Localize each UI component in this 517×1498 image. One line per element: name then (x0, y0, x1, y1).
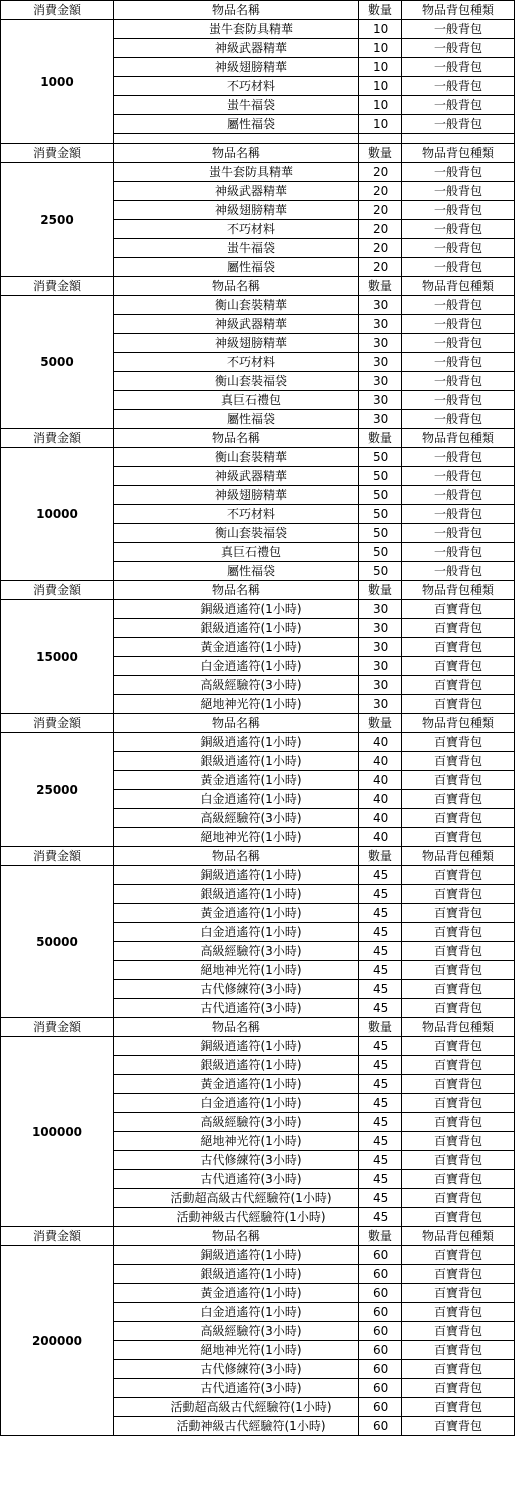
item-qty: 60 (359, 1246, 402, 1265)
header-qty: 數量 (359, 847, 402, 866)
item-name: 黃金逍遙符(1小時) (114, 638, 359, 657)
header-qty: 數量 (359, 1227, 402, 1246)
item-name: 神級武器精華 (114, 467, 359, 486)
item-qty: 30 (359, 676, 402, 695)
item-bag: 百寶背包 (402, 638, 515, 657)
item-name: 蚩牛套防具精華 (114, 20, 359, 39)
item-name: 不巧材料 (114, 353, 359, 372)
item-qty: 40 (359, 771, 402, 790)
item-bag: 百寶背包 (402, 828, 515, 847)
item-qty: 60 (359, 1284, 402, 1303)
item-bag: 百寶背包 (402, 1303, 515, 1322)
item-name: 衡山套裝精華 (114, 448, 359, 467)
header-bag: 物品背包種類 (402, 429, 515, 448)
item-name: 屬性福袋 (114, 562, 359, 581)
item-name: 銅級逍遙符(1小時) (114, 733, 359, 752)
item-name: 真巨石禮包 (114, 543, 359, 562)
item-bag: 一般背包 (402, 296, 515, 315)
item-name: 古代修練符(3小時) (114, 1360, 359, 1379)
item-qty: 45 (359, 961, 402, 980)
empty-cell (402, 134, 515, 144)
item-name: 神級翅膀精華 (114, 486, 359, 505)
item-qty: 40 (359, 752, 402, 771)
header-bag: 物品背包種類 (402, 847, 515, 866)
item-name: 黃金逍遙符(1小時) (114, 904, 359, 923)
item-name: 神級翅膀精華 (114, 58, 359, 77)
item-bag: 一般背包 (402, 115, 515, 134)
item-bag: 一般背包 (402, 96, 515, 115)
item-qty: 60 (359, 1341, 402, 1360)
reward-table-body (1, 1, 515, 1436)
item-qty: 30 (359, 619, 402, 638)
item-bag: 百寶背包 (402, 790, 515, 809)
table-header-row (1, 714, 515, 733)
item-qty: 50 (359, 467, 402, 486)
item-bag: 百寶背包 (402, 676, 515, 695)
item-bag: 百寶背包 (402, 1151, 515, 1170)
item-qty: 30 (359, 600, 402, 619)
item-name: 高級經驗符(3小時) (114, 1113, 359, 1132)
item-bag: 一般背包 (402, 467, 515, 486)
item-name: 黃金逍遙符(1小時) (114, 1075, 359, 1094)
spend-amount: 200000 (1, 1246, 114, 1436)
item-qty: 60 (359, 1379, 402, 1398)
item-bag: 百寶背包 (402, 1208, 515, 1227)
item-name: 銅級逍遙符(1小時) (114, 866, 359, 885)
item-name: 白金逍遙符(1小時) (114, 657, 359, 676)
item-name: 不巧材料 (114, 77, 359, 96)
item-name: 黃金逍遙符(1小時) (114, 1284, 359, 1303)
item-qty: 30 (359, 296, 402, 315)
item-name: 高級經驗符(3小時) (114, 676, 359, 695)
item-bag: 一般背包 (402, 239, 515, 258)
item-bag: 一般背包 (402, 353, 515, 372)
item-name: 屬性福袋 (114, 410, 359, 429)
header-amount: 消費金額 (1, 429, 114, 448)
item-bag: 百寶背包 (402, 885, 515, 904)
item-name: 古代修練符(3小時) (114, 980, 359, 999)
item-qty: 45 (359, 1037, 402, 1056)
item-qty: 30 (359, 391, 402, 410)
item-name: 古代逍遙符(3小時) (114, 1170, 359, 1189)
item-name: 不巧材料 (114, 220, 359, 239)
item-name: 銅級逍遙符(1小時) (114, 600, 359, 619)
table-header-row (1, 144, 515, 163)
item-qty: 20 (359, 163, 402, 182)
item-bag: 百寶背包 (402, 866, 515, 885)
item-name: 蚩牛福袋 (114, 239, 359, 258)
item-qty: 60 (359, 1303, 402, 1322)
item-bag: 百寶背包 (402, 1360, 515, 1379)
item-qty: 10 (359, 39, 402, 58)
header-name: 物品名稱 (114, 144, 359, 163)
item-qty: 30 (359, 657, 402, 676)
item-name: 古代逍遙符(3小時) (114, 999, 359, 1018)
item-bag: 一般背包 (402, 410, 515, 429)
item-qty: 10 (359, 96, 402, 115)
table-row (1, 600, 515, 619)
item-qty: 30 (359, 638, 402, 657)
item-bag: 一般背包 (402, 201, 515, 220)
item-bag: 百寶背包 (402, 1398, 515, 1417)
item-name: 銀級逍遙符(1小時) (114, 1056, 359, 1075)
item-qty: 20 (359, 239, 402, 258)
item-qty: 45 (359, 1189, 402, 1208)
item-bag: 百寶背包 (402, 733, 515, 752)
header-name: 物品名稱 (114, 1, 359, 20)
table-header-row (1, 1, 515, 20)
item-name: 神級翅膀精華 (114, 201, 359, 220)
item-qty: 45 (359, 1132, 402, 1151)
item-bag: 百寶背包 (402, 942, 515, 961)
item-bag: 一般背包 (402, 58, 515, 77)
header-qty: 數量 (359, 144, 402, 163)
item-bag: 百寶背包 (402, 1113, 515, 1132)
header-bag: 物品背包種類 (402, 1, 515, 20)
item-bag: 百寶背包 (402, 904, 515, 923)
item-qty: 50 (359, 524, 402, 543)
table-header-row (1, 1018, 515, 1037)
item-bag: 一般背包 (402, 543, 515, 562)
item-qty: 50 (359, 505, 402, 524)
item-bag: 百寶背包 (402, 1379, 515, 1398)
item-qty: 40 (359, 809, 402, 828)
item-bag: 百寶背包 (402, 1189, 515, 1208)
item-qty: 45 (359, 1208, 402, 1227)
table-row (1, 866, 515, 885)
item-bag: 百寶背包 (402, 1094, 515, 1113)
item-bag: 百寶背包 (402, 999, 515, 1018)
item-bag: 百寶背包 (402, 771, 515, 790)
header-bag: 物品背包種類 (402, 277, 515, 296)
item-qty: 45 (359, 1094, 402, 1113)
item-bag: 一般背包 (402, 448, 515, 467)
item-name: 白金逍遙符(1小時) (114, 1303, 359, 1322)
item-qty: 45 (359, 885, 402, 904)
item-qty: 30 (359, 695, 402, 714)
item-name: 神級翅膀精華 (114, 334, 359, 353)
item-qty: 45 (359, 1056, 402, 1075)
item-qty: 45 (359, 1075, 402, 1094)
item-qty: 50 (359, 448, 402, 467)
item-bag: 一般背包 (402, 220, 515, 239)
item-bag: 一般背包 (402, 334, 515, 353)
item-name: 活動神級古代經驗符(1小時) (114, 1417, 359, 1436)
item-bag: 百寶背包 (402, 1265, 515, 1284)
item-name: 衡山套裝精華 (114, 296, 359, 315)
item-bag: 一般背包 (402, 562, 515, 581)
item-name: 黃金逍遙符(1小時) (114, 771, 359, 790)
item-qty: 30 (359, 353, 402, 372)
item-qty: 45 (359, 1151, 402, 1170)
table-header-row (1, 1227, 515, 1246)
item-name: 古代逍遙符(3小時) (114, 1379, 359, 1398)
item-bag: 一般背包 (402, 77, 515, 96)
table-row (1, 163, 515, 182)
item-qty: 60 (359, 1398, 402, 1417)
item-qty: 50 (359, 543, 402, 562)
item-qty: 30 (359, 334, 402, 353)
table-header-row (1, 581, 515, 600)
item-bag: 百寶背包 (402, 695, 515, 714)
item-qty: 30 (359, 410, 402, 429)
item-qty: 60 (359, 1417, 402, 1436)
item-bag: 百寶背包 (402, 619, 515, 638)
item-name: 屬性福袋 (114, 115, 359, 134)
item-qty: 50 (359, 486, 402, 505)
item-qty: 20 (359, 182, 402, 201)
header-amount: 消費金額 (1, 144, 114, 163)
item-qty: 45 (359, 942, 402, 961)
empty-cell (359, 134, 402, 144)
item-qty: 10 (359, 20, 402, 39)
header-amount: 消費金額 (1, 1, 114, 20)
item-bag: 百寶背包 (402, 657, 515, 676)
item-qty: 30 (359, 372, 402, 391)
item-name: 蚩牛套防具精華 (114, 163, 359, 182)
item-bag: 百寶背包 (402, 961, 515, 980)
item-bag: 百寶背包 (402, 1075, 515, 1094)
item-name: 不巧材料 (114, 505, 359, 524)
header-name: 物品名稱 (114, 277, 359, 296)
item-bag: 百寶背包 (402, 923, 515, 942)
spend-amount: 50000 (1, 866, 114, 1018)
item-qty: 20 (359, 258, 402, 277)
header-bag: 物品背包種類 (402, 1018, 515, 1037)
item-name: 白金逍遙符(1小時) (114, 923, 359, 942)
item-name: 神級武器精華 (114, 315, 359, 334)
item-bag: 一般背包 (402, 524, 515, 543)
item-name: 絕地神光符(1小時) (114, 1132, 359, 1151)
header-qty: 數量 (359, 581, 402, 600)
item-bag: 一般背包 (402, 391, 515, 410)
header-amount: 消費金額 (1, 581, 114, 600)
header-bag: 物品背包種類 (402, 581, 515, 600)
header-name: 物品名稱 (114, 581, 359, 600)
table-row (1, 448, 515, 467)
table-header-row (1, 429, 515, 448)
header-name: 物品名稱 (114, 429, 359, 448)
table-row (1, 296, 515, 315)
item-name: 銀級逍遙符(1小時) (114, 1265, 359, 1284)
item-name: 真巨石禮包 (114, 391, 359, 410)
table-row (1, 20, 515, 39)
item-name: 屬性福袋 (114, 258, 359, 277)
item-qty: 45 (359, 923, 402, 942)
spend-amount: 5000 (1, 296, 114, 429)
table-header-row (1, 847, 515, 866)
header-amount: 消費金額 (1, 847, 114, 866)
header-amount: 消費金額 (1, 1018, 114, 1037)
item-qty: 40 (359, 828, 402, 847)
item-bag: 百寶背包 (402, 1417, 515, 1436)
item-qty: 20 (359, 201, 402, 220)
item-name: 銀級逍遙符(1小時) (114, 885, 359, 904)
table-row (1, 1246, 515, 1265)
item-qty: 10 (359, 77, 402, 96)
item-bag: 百寶背包 (402, 1341, 515, 1360)
item-bag: 百寶背包 (402, 1037, 515, 1056)
item-qty: 60 (359, 1265, 402, 1284)
item-qty: 20 (359, 220, 402, 239)
header-name: 物品名稱 (114, 714, 359, 733)
item-name: 白金逍遙符(1小時) (114, 1094, 359, 1113)
item-name: 高級經驗符(3小時) (114, 942, 359, 961)
item-bag: 一般背包 (402, 39, 515, 58)
item-name: 活動超高級古代經驗符(1小時) (114, 1189, 359, 1208)
item-bag: 百寶背包 (402, 1322, 515, 1341)
item-qty: 10 (359, 115, 402, 134)
header-bag: 物品背包種類 (402, 714, 515, 733)
header-qty: 數量 (359, 277, 402, 296)
item-qty: 45 (359, 866, 402, 885)
spend-amount: 2500 (1, 163, 114, 277)
header-name: 物品名稱 (114, 1227, 359, 1246)
item-bag: 百寶背包 (402, 1284, 515, 1303)
header-bag: 物品背包種類 (402, 1227, 515, 1246)
header-qty: 數量 (359, 714, 402, 733)
header-bag: 物品背包種類 (402, 144, 515, 163)
spend-amount: 15000 (1, 600, 114, 714)
header-amount: 消費金額 (1, 277, 114, 296)
item-name: 絕地神光符(1小時) (114, 961, 359, 980)
item-qty: 45 (359, 999, 402, 1018)
item-bag: 一般背包 (402, 505, 515, 524)
item-qty: 60 (359, 1322, 402, 1341)
header-qty: 數量 (359, 1, 402, 20)
spend-amount: 1000 (1, 20, 114, 144)
header-qty: 數量 (359, 429, 402, 448)
item-qty: 30 (359, 315, 402, 334)
header-qty: 數量 (359, 1018, 402, 1037)
item-bag: 百寶背包 (402, 980, 515, 999)
item-name: 高級經驗符(3小時) (114, 1322, 359, 1341)
item-name: 神級武器精華 (114, 39, 359, 58)
item-name: 神級武器精華 (114, 182, 359, 201)
table-row (1, 733, 515, 752)
item-bag: 百寶背包 (402, 1170, 515, 1189)
item-qty: 10 (359, 58, 402, 77)
item-qty: 45 (359, 1170, 402, 1189)
item-name: 絕地神光符(1小時) (114, 828, 359, 847)
item-bag: 百寶背包 (402, 1132, 515, 1151)
spend-amount: 25000 (1, 733, 114, 847)
spend-amount: 10000 (1, 448, 114, 581)
item-bag: 百寶背包 (402, 752, 515, 771)
header-name: 物品名稱 (114, 847, 359, 866)
item-bag: 一般背包 (402, 163, 515, 182)
item-qty: 40 (359, 733, 402, 752)
item-bag: 一般背包 (402, 182, 515, 201)
table-header-row (1, 277, 515, 296)
item-name: 銅級逍遙符(1小時) (114, 1246, 359, 1265)
item-name: 高級經驗符(3小時) (114, 809, 359, 828)
item-name: 衡山套裝福袋 (114, 372, 359, 391)
item-name: 銀級逍遙符(1小時) (114, 752, 359, 771)
item-name: 絕地神光符(1小時) (114, 1341, 359, 1360)
item-bag: 一般背包 (402, 315, 515, 334)
item-qty: 40 (359, 790, 402, 809)
item-bag: 百寶背包 (402, 1246, 515, 1265)
item-name: 活動超高級古代經驗符(1小時) (114, 1398, 359, 1417)
item-qty: 60 (359, 1360, 402, 1379)
item-bag: 一般背包 (402, 372, 515, 391)
item-bag: 百寶背包 (402, 600, 515, 619)
item-qty: 45 (359, 1113, 402, 1132)
empty-cell (114, 134, 359, 144)
header-amount: 消費金額 (1, 1227, 114, 1246)
item-name: 蚩牛福袋 (114, 96, 359, 115)
header-name: 物品名稱 (114, 1018, 359, 1037)
item-name: 衡山套裝福袋 (114, 524, 359, 543)
item-name: 絕地神光符(1小時) (114, 695, 359, 714)
item-name: 銀級逍遙符(1小時) (114, 619, 359, 638)
item-qty: 45 (359, 904, 402, 923)
item-name: 白金逍遙符(1小時) (114, 790, 359, 809)
item-bag: 一般背包 (402, 486, 515, 505)
item-qty: 50 (359, 562, 402, 581)
item-bag: 一般背包 (402, 20, 515, 39)
item-bag: 一般背包 (402, 258, 515, 277)
item-qty: 45 (359, 980, 402, 999)
item-name: 古代修練符(3小時) (114, 1151, 359, 1170)
item-name: 銅級逍遙符(1小時) (114, 1037, 359, 1056)
spend-amount: 100000 (1, 1037, 114, 1227)
table-row (1, 1037, 515, 1056)
item-bag: 百寶背包 (402, 809, 515, 828)
item-name: 活動神級古代經驗符(1小時) (114, 1208, 359, 1227)
item-bag: 百寶背包 (402, 1056, 515, 1075)
header-amount: 消費金額 (1, 714, 114, 733)
